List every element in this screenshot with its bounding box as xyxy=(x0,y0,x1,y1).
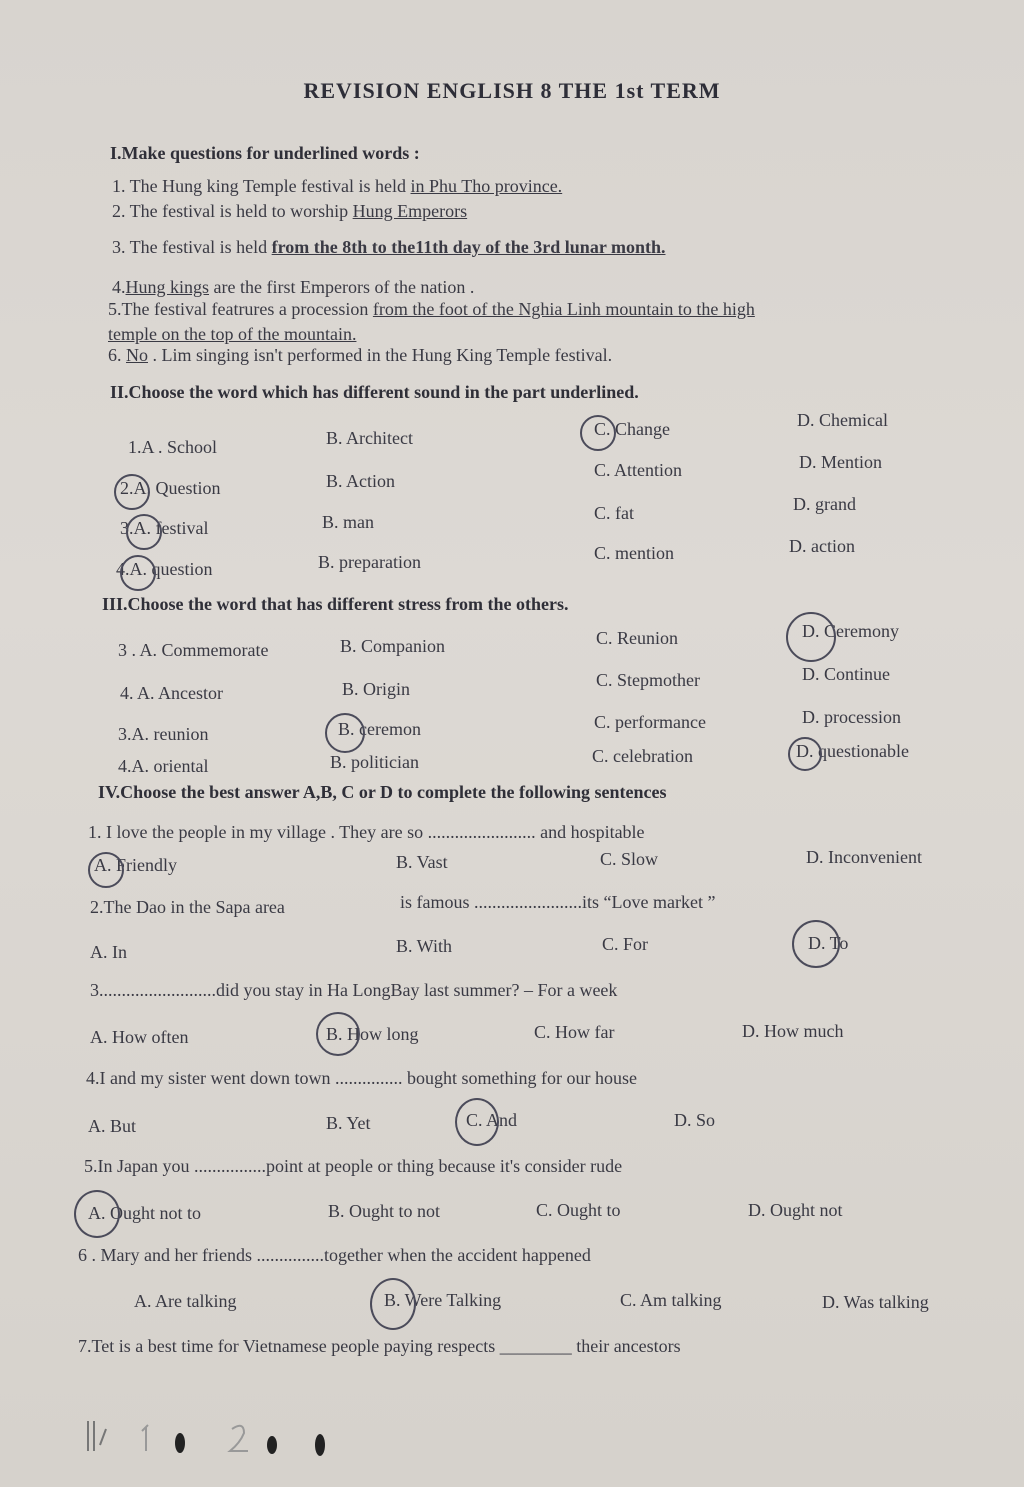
s4-q4-d: D. So xyxy=(674,1110,716,1130)
s3-r1-c: C. Reunion xyxy=(596,628,679,648)
s4-question-2b: is famous ........................its “Love market ” xyxy=(400,892,716,912)
s3-r1-d: D. Ceremony xyxy=(802,621,899,641)
s4-q3-d: D. How much xyxy=(742,1021,844,1041)
s2-r3-a: 3.A. festival xyxy=(120,518,209,538)
s4-q6-a: A. Are talking xyxy=(134,1291,237,1311)
answer-circle xyxy=(455,1098,499,1146)
s1-q6-num: 6. xyxy=(108,345,126,365)
s1-q6-underlined: No xyxy=(126,345,148,365)
s4-question-4: 4.I and my sister went down town ............... bought something for our house xyxy=(86,1068,637,1088)
section-4-heading: IV.Choose the best answer A,B, C or D to complete the following sentences xyxy=(98,782,667,802)
s1-q3-underlined: from the 8th to the11th day of the 3rd lunar month. xyxy=(271,237,666,257)
s3-r3-b: B. ceremon xyxy=(338,719,421,739)
s1-q4-num: 4. xyxy=(112,277,126,297)
s2-r1-c: C. Change xyxy=(594,419,670,439)
s2-r2-c: C. Attention xyxy=(594,460,683,480)
s4-question-2a: 2.The Dao in the Sapa area xyxy=(90,897,285,917)
answer-circle xyxy=(316,1012,360,1056)
s4-q6-b: B. Were Talking xyxy=(384,1290,502,1310)
s4-q5-d: D. Ought not xyxy=(748,1200,843,1220)
s4-question-7 xyxy=(78,1336,681,1357)
s3-r4-a: 4.A. oriental xyxy=(118,756,209,776)
s2-r2-a: 2.A. Question xyxy=(120,478,221,498)
s2-r3-b: B. man xyxy=(322,512,374,532)
answer-circle xyxy=(580,415,616,451)
section-3-heading: III.Choose the word that has different stress from the others. xyxy=(102,594,569,614)
s1-question-2 xyxy=(112,201,467,222)
s3-r3-d: D. procession xyxy=(802,707,901,727)
section-1-heading: I.Make questions for underlined words : xyxy=(110,143,420,163)
s1-q4-underlined: Hung kings xyxy=(125,277,210,297)
s4-question-1: 1. I love the people in my village . They are so ........................ and hospitable xyxy=(88,822,645,842)
s4-q3-b: B. How long xyxy=(326,1024,419,1044)
s3-r1-b: B. Companion xyxy=(340,636,446,656)
s2-r1-b: B. Architect xyxy=(326,428,413,448)
s4-question-5: 5.In Japan you ................point at people or thing because it's consider rude xyxy=(84,1156,623,1176)
s2-r2-b: B. Action xyxy=(326,471,396,491)
s4-q7-blank: ________ xyxy=(499,1336,572,1356)
s4-q4-c: C. And xyxy=(466,1110,518,1130)
s2-r1-d: D. Chemical xyxy=(797,410,888,430)
s1-question-5 xyxy=(108,299,755,320)
answer-circle xyxy=(786,612,836,662)
s1-question-3 xyxy=(112,237,666,258)
answer-circle xyxy=(114,474,150,510)
s1-q3-text: 3. The festival is held xyxy=(112,237,272,257)
s2-r4-d: D. action xyxy=(789,536,855,556)
s4-q1-c: C. Slow xyxy=(600,849,659,869)
s4-q2-d: D. To xyxy=(808,933,849,953)
s3-r4-d: D. questionable xyxy=(796,741,909,761)
s2-r3-c: C. fat xyxy=(594,503,634,523)
s4-q7-text: 7.Tet is a best time for Vietnamese people paying respects xyxy=(78,1336,500,1356)
s1-q1-text: 1. The Hung king Temple festival is held xyxy=(112,176,411,196)
s4-q5-c: C. Ought to xyxy=(536,1200,621,1220)
answer-circle xyxy=(370,1278,416,1330)
s1-question-1 xyxy=(112,176,562,197)
s3-r1-a: 3 . A. Commemorate xyxy=(118,640,269,660)
s2-r1-a: 1.A . School xyxy=(128,437,218,457)
s3-r2-a: 4. A. Ancestor xyxy=(120,683,223,703)
s4-q7-text-end: their ancestors xyxy=(571,1336,681,1356)
answer-circle xyxy=(120,555,156,591)
s2-r4-b: B. preparation xyxy=(318,552,421,572)
s1-q2-underlined: Hung Emperors xyxy=(352,201,468,221)
s4-q2-c: C. For xyxy=(602,934,649,954)
s4-q3-a: A. How often xyxy=(90,1027,189,1047)
s1-question-5-cont: temple on the top of the mountain. xyxy=(108,324,357,344)
s3-r2-b: B. Origin xyxy=(342,679,411,699)
s3-r4-c: C. celebration xyxy=(592,746,693,766)
s2-r2-d: D. Mention xyxy=(799,452,882,472)
s3-r2-c: C. Stepmother xyxy=(596,670,700,690)
s1-question-6 xyxy=(108,345,612,366)
s4-q3-c: C. How far xyxy=(534,1022,615,1042)
s4-q2-a: A. In xyxy=(90,942,127,962)
s3-r2-d: D. Continue xyxy=(802,664,890,684)
s4-question-6: 6 . Mary and her friends ...............together when the accident happened xyxy=(78,1245,591,1265)
s4-q1-a: A. Friendly xyxy=(94,855,177,875)
s1-q5-text: 5.The festival featrures a procession xyxy=(108,299,373,319)
s1-q1-underlined: in Phu Tho province. xyxy=(410,176,563,196)
s3-r3-c: C. performance xyxy=(594,712,706,732)
handwritten-scribble xyxy=(80,1415,340,1465)
s4-q4-a: A. But xyxy=(88,1116,137,1136)
answer-circle xyxy=(792,920,840,968)
s3-r4-b: B. politician xyxy=(330,752,419,772)
s4-q2-b: B. With xyxy=(396,936,452,956)
s4-q6-c: C. Am talking xyxy=(620,1290,722,1310)
s1-q4-text: are the first Emperors of the nation . xyxy=(209,277,475,297)
s2-r3-d: D. grand xyxy=(793,494,856,514)
answer-circle xyxy=(88,852,124,888)
s4-q1-d: D. Inconvenient xyxy=(806,847,922,867)
s1-q5-underlined: from the foot of the Nghia Linh mountain to the high xyxy=(372,299,755,319)
s1-question-4 xyxy=(112,277,474,298)
answer-circle xyxy=(325,713,365,753)
s4-q5-b: B. Ought to not xyxy=(328,1201,441,1221)
s4-q5-a: A. Ought not to xyxy=(88,1203,202,1223)
s2-r4-c: C. mention xyxy=(594,543,674,563)
s1-q2-text: 2. The festival is held to worship xyxy=(112,201,353,221)
section-2-heading: II.Choose the word which has different sound in the part underlined. xyxy=(110,382,639,402)
s4-q4-b: B. Yet xyxy=(326,1113,371,1133)
answer-circle xyxy=(74,1190,120,1238)
answer-circle xyxy=(126,514,162,550)
s4-q6-d: D. Was talking xyxy=(822,1292,929,1312)
s3-r3-a: 3.A. reunion xyxy=(118,724,209,744)
s2-r4-a: 4.A. question xyxy=(116,559,213,579)
s4-q1-b: B. Vast xyxy=(396,852,448,872)
page-title: REVISION ENGLISH 8 THE 1st TERM xyxy=(303,78,721,103)
answer-circle xyxy=(788,737,822,771)
s4-question-3: 3..........................did you stay in Ha LongBay last summer? – For a week xyxy=(90,980,618,1000)
s1-q6-text: . Lim singing isn't performed in the Hung King Temple festival. xyxy=(148,345,613,365)
